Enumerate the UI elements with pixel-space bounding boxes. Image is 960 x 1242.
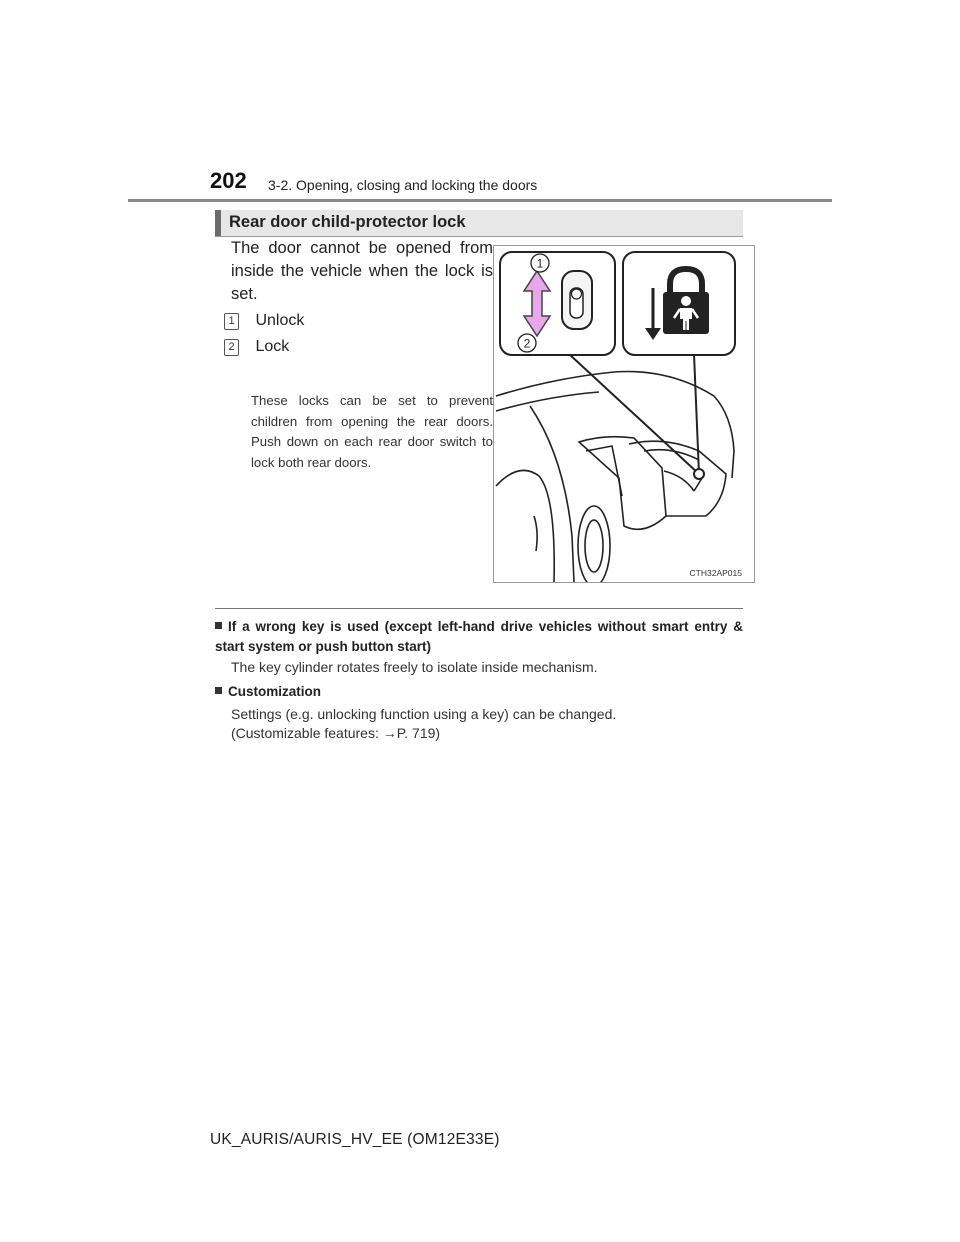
step-number: 1 (224, 313, 239, 330)
svg-text:2: 2 (523, 336, 531, 351)
info-divider (215, 608, 743, 609)
section-heading-bar (215, 210, 743, 236)
bullet-square-icon (215, 622, 222, 629)
switch-location-marker (694, 469, 704, 479)
header-divider (128, 199, 832, 202)
footer-model-code: UK_AURIS/AURIS_HV_EE (OM12E33E) (210, 1131, 500, 1148)
intro-paragraph: The door cannot be opened from inside the vehicle when the lock is set. (231, 239, 493, 303)
child-lock-illustration (493, 245, 755, 583)
switch-inset (500, 252, 615, 355)
callout-line (694, 354, 699, 474)
info-body-customization: Settings (e.g. unlocking function using a key) can be changed. (231, 706, 617, 722)
illustration-svg (494, 246, 754, 582)
step-unlock (224, 312, 304, 332)
figure-code: CTH32AP015 (689, 568, 742, 578)
section-heading-accent (215, 210, 221, 236)
info-body-wrong-key: The key cylinder rotates freely to isolate inside mechanism. (231, 659, 598, 675)
bullet-square-icon (215, 687, 222, 694)
note-paragraph: These locks can be set to prevent children from opening the rear doors. Push down on each rear door switch to lock both rear doors. (251, 393, 493, 470)
step-label: Lock (255, 338, 290, 355)
info-heading-customization (215, 682, 743, 702)
child-lock-symbol-inset (623, 252, 735, 355)
callout-1 (531, 254, 549, 272)
callout-2 (518, 334, 536, 352)
step-label: Unlock (255, 312, 305, 329)
breadcrumb: 3-2. Opening, closing and locking the doors (268, 177, 538, 193)
info-heading-wrong-key (215, 617, 743, 656)
step-lock (224, 338, 289, 358)
section-title: Rear door child-protector lock (229, 213, 466, 231)
info-body-customization-ref: (Customizable features: →P. 719) (231, 725, 441, 741)
info-heading-text: Customization (228, 684, 321, 699)
step-number: 2 (224, 339, 239, 356)
svg-text:1: 1 (536, 256, 544, 271)
info-heading-text: If a wrong key is used (except left-hand drive vehicles without smart entry & start system or push button start) (215, 619, 743, 654)
page-number: 202 (210, 168, 247, 193)
